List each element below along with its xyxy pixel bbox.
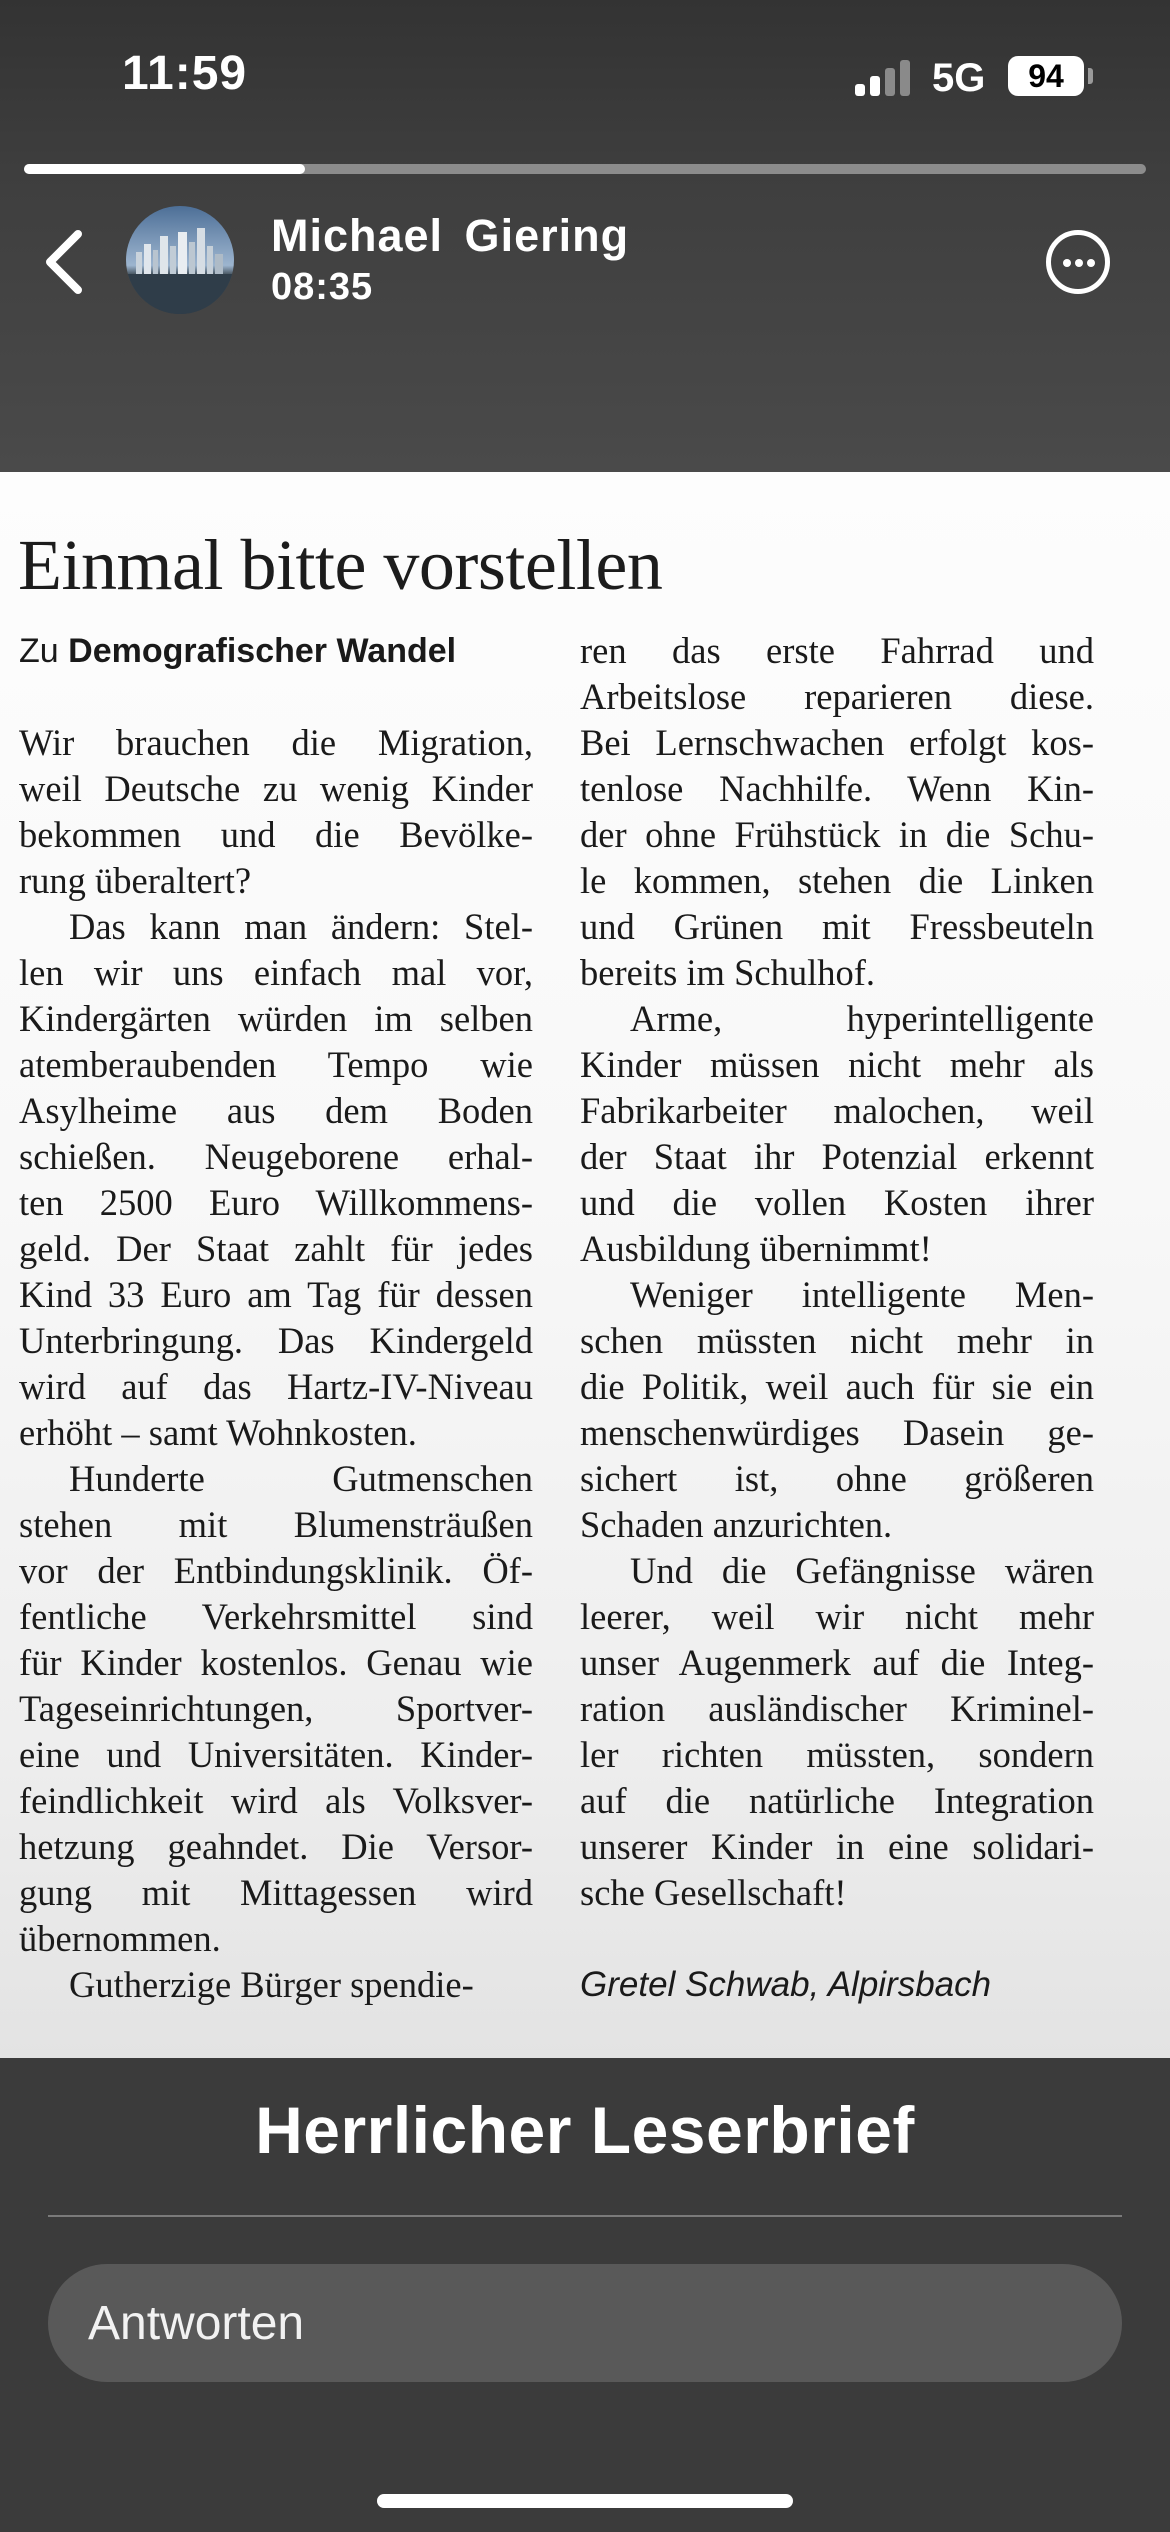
article-text-line: ten 2500 Euro Willkommens- xyxy=(19,1182,533,1223)
article-text-line: unserer Kinder in eine solidari- xyxy=(580,1826,1094,1867)
story-footer xyxy=(0,2058,1170,2532)
article-text-line: unser Augenmerk auf die Integ- xyxy=(580,1642,1094,1683)
avatar[interactable] xyxy=(126,206,234,314)
article-text-line: für Kinder kostenlos. Genau wie xyxy=(19,1642,533,1683)
article-text-line: ler richten müssten, sondern xyxy=(580,1734,1094,1775)
more-options-button[interactable] xyxy=(1046,230,1110,294)
reply-input[interactable] xyxy=(48,2264,1122,2382)
article-text-line: geld. Der Staat zahlt für jedes xyxy=(19,1228,533,1269)
article-text-line: schießen. Neugeborene erhal- xyxy=(19,1136,533,1177)
article-text-line: Unterbringung. Das Kindergeld xyxy=(19,1320,533,1361)
article-text-line: Arbeitslose reparieren diese. xyxy=(580,676,1094,717)
article-text-line: der ohne Frühstück in die Schu- xyxy=(580,814,1094,855)
article-text-line: len wir uns einfach mal vor, xyxy=(19,952,533,993)
article-text-line: ration ausländischer Kriminel- xyxy=(580,1688,1094,1729)
article-text-line: Weniger intelligente Men- xyxy=(630,1274,1094,1315)
article-text-line: wird auf das Hartz-IV-Niveau xyxy=(19,1366,533,1407)
article-text-line: rung überaltert? xyxy=(19,860,252,901)
article-signature: Gretel Schwab, Alpirsbach xyxy=(580,1965,992,2004)
back-button[interactable] xyxy=(38,228,88,296)
article-column-right xyxy=(580,628,1094,2008)
status-time: 11:59 xyxy=(122,47,248,100)
article-text-line: auf die natürliche Integration xyxy=(580,1780,1094,1821)
article-text-line: Bei Lernschwachen erfolgt kos- xyxy=(580,722,1094,763)
article-text-line: Kinder müssen nicht mehr als xyxy=(580,1044,1094,1085)
newspaper-clipping-image xyxy=(0,472,1170,2058)
article-text-line: weil Deutsche zu wenig Kinder xyxy=(19,768,533,809)
article-headline: Einmal bitte vorstellen xyxy=(18,525,663,605)
article-text-line: ren das erste Fahrrad und xyxy=(580,630,1094,671)
battery-icon xyxy=(1008,56,1084,96)
article-text-line: schen müssten nicht mehr in xyxy=(580,1320,1094,1361)
article-text-line: tenlose Nachhilfe. Wenn Kin- xyxy=(580,768,1094,809)
skyline-avatar-image xyxy=(126,206,234,314)
article-text-line: Tageseinrichtungen, Sportver- xyxy=(19,1688,533,1729)
article-text-line: Fabrikarbeiter malochen, weil xyxy=(580,1090,1094,1131)
article-text-line: menschenwürdiges Dasein ge- xyxy=(580,1412,1094,1453)
article-text-line: Wir brauchen die Migration, xyxy=(19,722,533,763)
battery-level: 94 xyxy=(1028,58,1064,94)
article-text-line: Und die Gefängnisse wären xyxy=(630,1550,1094,1591)
article-text-line: hetzung geahndet. Die Versor- xyxy=(19,1826,533,1867)
article-text-line: atemberaubenden Tempo wie xyxy=(19,1044,533,1085)
article-text-line: Kindergärten würden im selben xyxy=(19,998,533,1039)
status-bar xyxy=(0,0,1170,150)
article-text-line: eine und Universitäten. Kinder- xyxy=(19,1734,533,1775)
battery-cap xyxy=(1088,68,1093,84)
reply-placeholder: Antworten xyxy=(88,2297,305,2350)
caption-divider xyxy=(48,2215,1122,2217)
article-text-line: leerer, weil wir nicht mehr xyxy=(580,1596,1094,1637)
cellular-signal-icon xyxy=(855,60,915,96)
article-column-left xyxy=(19,628,533,2008)
more-dot-icon xyxy=(1087,259,1095,267)
article-text-line: übernommen. xyxy=(19,1918,221,1959)
article-reference xyxy=(19,628,533,674)
article-text-line: Gutherzige Bürger spendie- xyxy=(69,1964,474,2005)
more-dot-icon xyxy=(1075,259,1083,267)
reference-topic: Demografischer Wandel xyxy=(68,632,457,670)
article-text-line: Schaden anzurichten. xyxy=(580,1504,893,1545)
article-text-line: le kommen, stehen die Linken xyxy=(580,860,1094,901)
more-dot-icon xyxy=(1063,259,1071,267)
chevron-left-icon xyxy=(38,228,88,296)
network-type: 5G xyxy=(932,56,986,100)
article-text-line: Asylheime aus dem Boden xyxy=(19,1090,533,1131)
story-post-time: 08:35 xyxy=(271,266,374,308)
story-header xyxy=(0,0,1170,472)
article-text-line: fentliche Verkehrsmittel sind xyxy=(19,1596,533,1637)
article-text-line: sichert ist, ohne größeren xyxy=(580,1458,1094,1499)
article-text-line: bekommen und die Bevölke- xyxy=(19,814,533,855)
article-text-line: Das kann man ändern: Stel- xyxy=(69,906,533,947)
article-text-line: stehen mit Blumensträußen xyxy=(19,1504,533,1545)
home-indicator[interactable] xyxy=(377,2494,793,2508)
article-text-line: erhöht – samt Wohnkosten. xyxy=(19,1412,417,1453)
article-text-line: vor der Entbindungsklinik. Öf- xyxy=(19,1550,533,1591)
article-text-line: der Staat ihr Potenzial erkennt xyxy=(580,1136,1094,1177)
article-text-line: gung mit Mittagessen wird xyxy=(19,1872,533,1913)
article-text-line: Hunderte Gutmenschen xyxy=(69,1458,533,1499)
story-progress-bar xyxy=(24,164,1146,174)
article-text-line: sche Gesellschaft! xyxy=(580,1872,847,1913)
article-text-line: die Politik, weil auch für sie ein xyxy=(580,1366,1094,1407)
reference-prefix: Zu xyxy=(19,632,59,670)
article-text-line: feindlichkeit wird als Volksver- xyxy=(19,1780,533,1821)
article-text-line: Ausbildung übernimmt! xyxy=(580,1228,932,1269)
story-user-name[interactable]: Michael Giering xyxy=(271,210,630,261)
article-text-line: bereits im Schulhof. xyxy=(580,952,875,993)
article-text-line: und die vollen Kosten ihrer xyxy=(580,1182,1094,1223)
article-text-line: Kind 33 Euro am Tag für dessen xyxy=(19,1274,533,1315)
article-text-line: Arme, hyperintelligente xyxy=(630,998,1094,1039)
story-progress-fill xyxy=(24,164,305,174)
story-caption: Herrlicher Leserbrief xyxy=(255,2093,915,2167)
article-text-line: und Grünen mit Fressbeuteln xyxy=(580,906,1094,947)
